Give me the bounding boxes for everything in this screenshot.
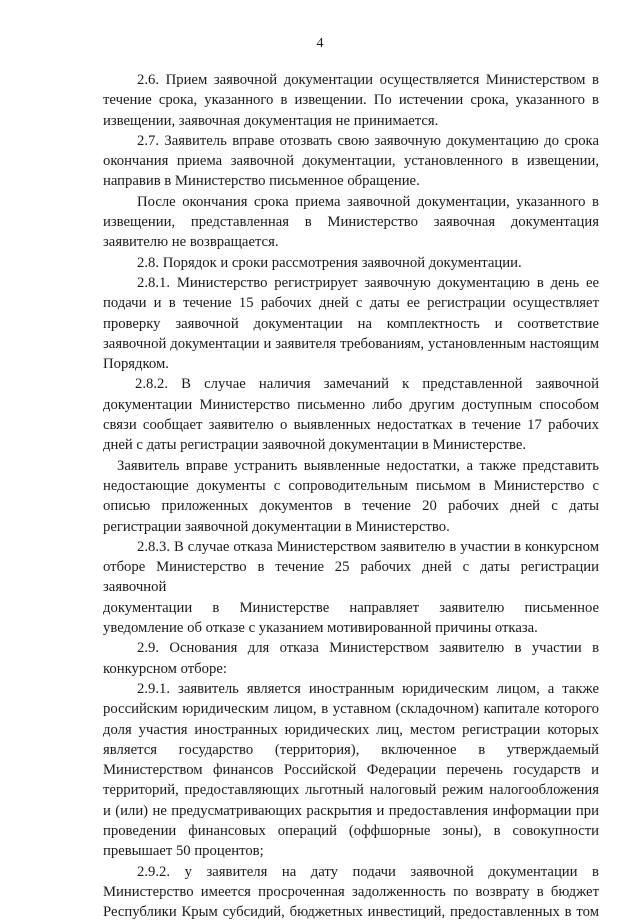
text-line: Министерством финансов Российской Федерации перечень государств и [103,762,599,779]
text-line: регистрации заявочной документации в Министерство. [103,518,450,535]
text-line: документации в Министерстве направляет заявителю письменное [103,599,599,616]
text-line: проверку заявочной документации на комплектность и соответствие [103,315,599,332]
paragraph-p2-6 [103,70,599,131]
text-line: описью приложенных документов в течение 20 рабочих дней с даты [103,498,599,515]
text-line: конкурсном отборе: [103,660,227,677]
text-line: является государство (территория), включенное в утверждаемый [103,741,599,758]
text-line: документации Министерство письменно либо другим доступным способом [103,396,599,413]
text-line: 2.8.3. В случае отказа Министерством заявителю в участии в конкурсном [137,538,599,555]
paragraph-p-right [103,456,599,537]
text-line: превышает 50 процентов; [103,843,264,860]
text-line: 2.8.1. Министерство регистрирует заявочную документацию в день ее [137,274,599,291]
text-line: Порядком. [103,356,169,373]
text-line: извещении, заявочная документация не принимается. [103,112,439,129]
page-number: 4 [316,36,324,51]
text-line: 2.9.2. у заявителя на дату подачи заявочной документации в [137,863,599,880]
text-line: 2.9. Основания для отказа Министерством заявителю в участии в [137,640,599,657]
text-line: дней с даты регистрации заявочной документации в Министерстве. [103,437,527,454]
text-line: заявочной документации и заявителя требованиям, установленным настоящим [103,335,599,352]
text-line: Республики Крым субсидий, бюджетных инвестиций, предоставленных в том [103,904,599,921]
text-line: отборе Министерство в течение 25 рабочих дней с даты регистрации заявочной [103,559,599,596]
text-line: российским юридическим лицом, в уставном (складочном) капитале которого [103,701,599,718]
text-line: проведении финансовых операций (оффшорные зоны), в совокупности [103,822,599,839]
paragraph-p2-8 [103,253,599,273]
paragraph-p2-8-1 [103,273,599,374]
text-line: извещении, представленная в Министерство заявочная документация [103,214,599,231]
paragraph-p-after [103,192,599,253]
text-line: 2.6. Прием заявочной документации осуществляется Министерством в [137,72,599,88]
text-line: окончания приема заявочной документации, установленного в извещении, [103,153,599,170]
text-line: Министерство имеется просроченная задолженность по возврату в бюджет [103,883,599,900]
paragraph-p2-9-2 [103,862,599,922]
text-line: территорий, предоставляющих льготный налоговый режим налогообложения [103,782,599,799]
text-line: доля участия иностранных юридических лиц, местом регистрации которых [103,721,599,738]
paragraph-p2-8-2 [103,374,599,455]
text-line: Заявитель вправе устранить выявленные недостатки, а также представить [117,457,599,474]
text-line: 2.9.1. заявитель является иностранным юридическим лицом, а также [137,680,599,697]
document-body [103,70,599,922]
text-line: связи сообщает заявителю о выявленных недостатках в течение 17 рабочих [103,417,599,434]
paragraph-p2-7 [103,131,599,192]
text-line: и (или) не предусматривающих раскрытия и предоставления информации при [103,802,599,819]
text-line: 2.8. Порядок и сроки рассмотрения заявочной документации. [137,254,522,271]
text-line: подачи и в течение 15 рабочих дней с даты ее регистрации осуществляет [103,295,599,312]
text-line: недостающие документы с сопроводительным письмом в Министерство с [103,477,599,494]
paragraph-p2-9 [103,638,599,679]
text-line: После окончания срока приема заявочной документации, указанного в [137,193,599,210]
text-line: направив в Министерство письменное обращение. [103,173,420,190]
text-line: 2.7. Заявитель вправе отозвать свою заявочную документацию до срока [137,132,599,149]
text-line: 2.8.2. В случае наличия замечаний к представленной заявочной [135,376,599,393]
text-line: заявителю не возвращается. [103,234,279,251]
paragraph-p2-9-1 [103,679,599,862]
text-line: течение срока, указанного в извещении. По истечении срока, указанного в [103,92,599,109]
text-line: уведомление об отказе с указанием мотивированной причины отказа. [103,620,538,637]
paragraph-p2-8-3 [103,537,599,638]
